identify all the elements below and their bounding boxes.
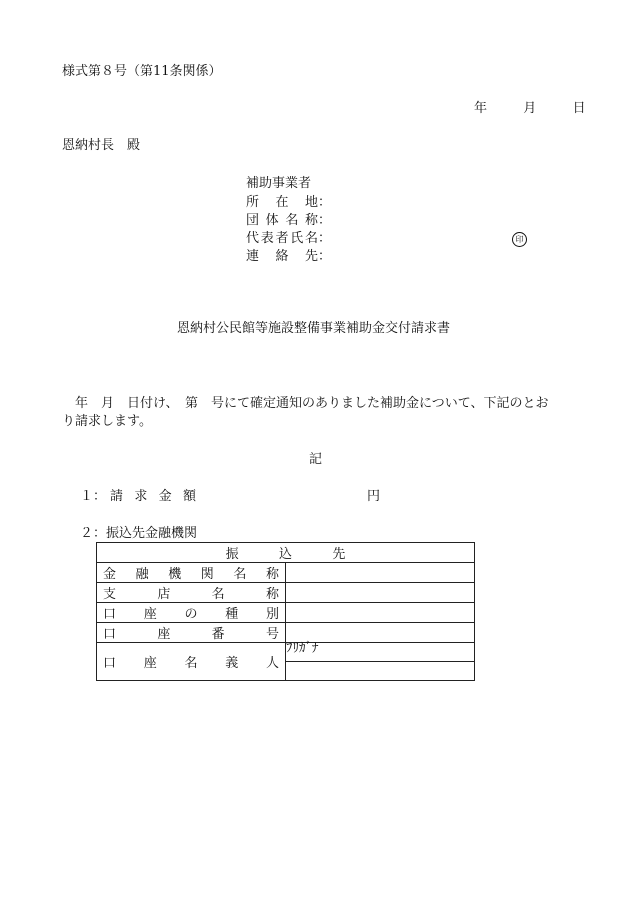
item-number: １： <box>80 489 107 504</box>
row-label: 金 融 機 関 名 称 <box>97 563 286 583</box>
applicant-heading: 補助事業者 <box>246 176 312 191</box>
row-label: 口 座 名 義 人 <box>97 643 286 681</box>
seal-mark: 印 <box>512 232 527 247</box>
branch-name-value[interactable] <box>286 583 475 603</box>
account-holder-value[interactable] <box>286 662 475 681</box>
addressee: 恩納村長 殿 <box>62 138 141 153</box>
bank-transfer-table <box>96 542 475 681</box>
account-holder-furigana[interactable]: ﾌﾘｶﾞﾅ <box>286 643 475 662</box>
field-representative-name: 代 表 者 氏 名 ： <box>246 231 332 246</box>
item-number: ２： <box>80 526 107 541</box>
field-address: 所 在 地 ： <box>246 195 332 210</box>
account-number-value[interactable] <box>286 623 475 643</box>
form-number: 様式第８号（第11条関係） <box>62 64 222 79</box>
item-claim-amount: １： 請 求 金 額 <box>80 489 197 504</box>
item-bank-heading <box>80 526 197 542</box>
amount-unit: 円 <box>367 489 381 504</box>
table-header-row <box>97 543 475 563</box>
body-line-2: り請求します。 <box>62 414 152 429</box>
ki-mark: 記 <box>309 452 323 467</box>
table-row <box>97 603 475 623</box>
table-row <box>97 643 475 662</box>
table-header-cell: 振 込 先 <box>97 543 475 563</box>
field-colon: ： <box>318 213 332 228</box>
row-label: 口 座 番 号 <box>97 623 286 643</box>
table-row <box>97 623 475 643</box>
date-day: 日 <box>572 101 586 116</box>
field-colon: ： <box>318 231 332 246</box>
field-contact: 連 絡 先 ： <box>246 249 332 264</box>
item-label: 振込先金融機関 <box>106 526 198 541</box>
row-label: 支 店 名 称 <box>97 583 286 603</box>
field-organization-name: 団 体 名 称 ： <box>246 213 332 228</box>
body-line-1: 年 月 日付け、 第 号にて確定通知のありました補助金について、下記のとお <box>62 396 549 411</box>
field-colon: ： <box>318 195 332 210</box>
table-row <box>97 563 475 583</box>
table-row <box>97 583 475 603</box>
date-line <box>474 101 586 117</box>
date-month: 月 <box>523 101 537 116</box>
date-year: 年 <box>474 101 488 116</box>
bank-name-value[interactable] <box>286 563 475 583</box>
document-title: 恩納村公民館等施設整備事業補助金交付請求書 <box>177 321 451 336</box>
field-colon: ： <box>318 249 332 264</box>
account-type-value[interactable] <box>286 603 475 623</box>
row-label: 口 座 の 種 別 <box>97 603 286 623</box>
